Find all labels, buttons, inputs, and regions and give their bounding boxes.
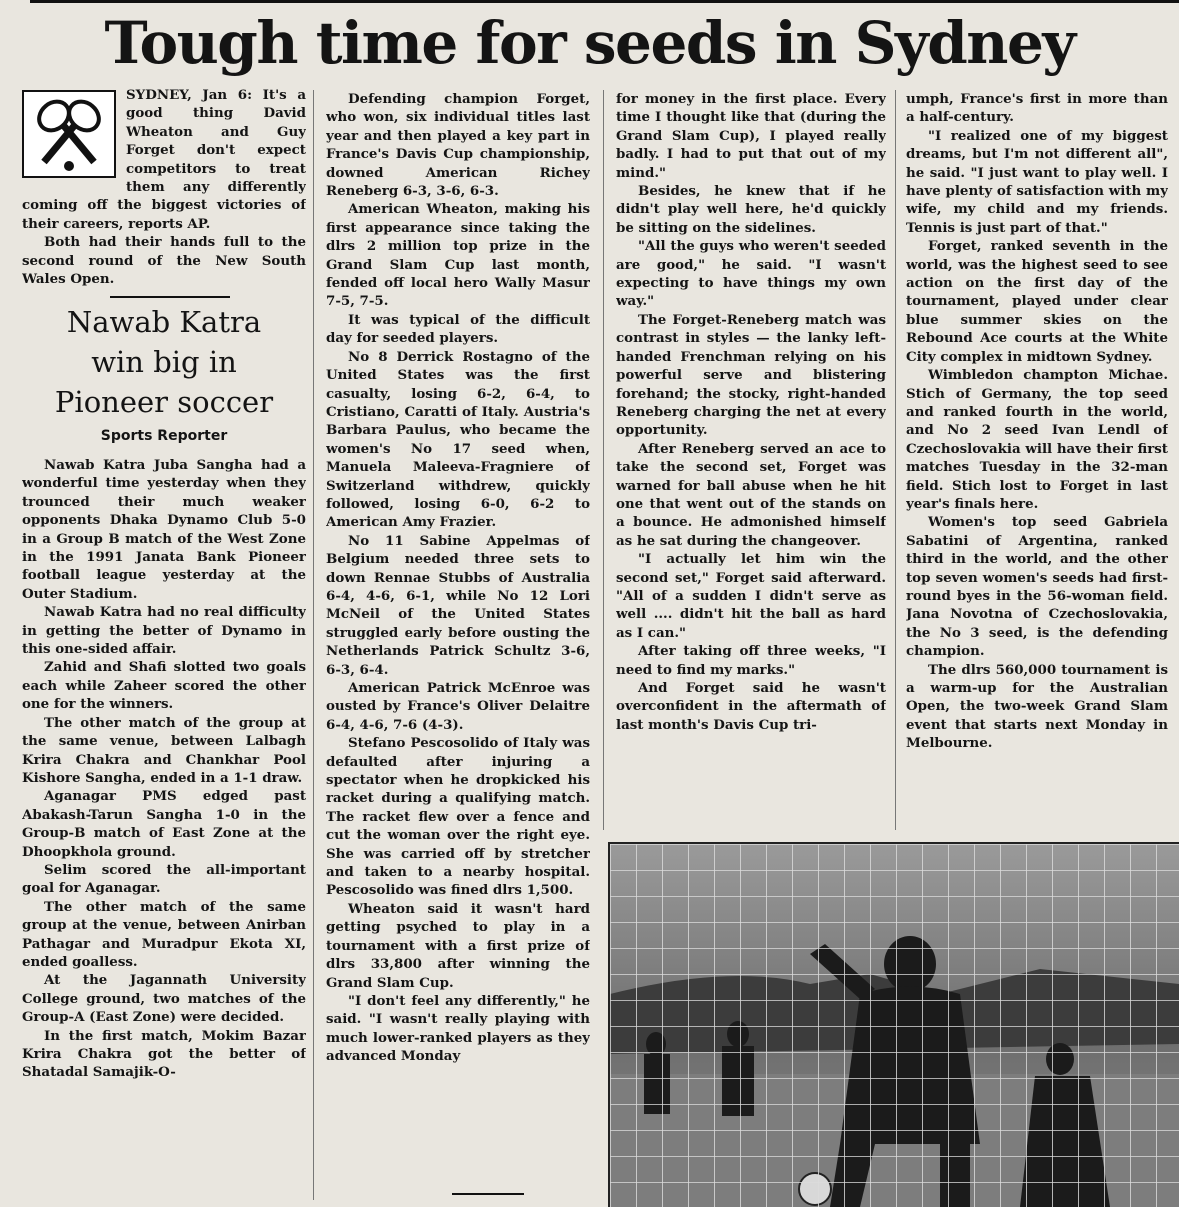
tennis-column-3 [616, 90, 886, 830]
story-paragraph: American Wheaton, making his first appearance since taking the dlrs 2 million top prize in the Grand Slam Cup last month, fended off local hero Wally Masur 7-5, 7-5. [326, 201, 590, 310]
soccer-story [22, 456, 306, 1200]
soccer-headline-line: Nawab Katra [66, 305, 262, 339]
story-paragraph: "I realized one of my biggest dreams, but I'm not different all", he said. "I just want to play well. I have plenty of satisfaction with my wife, my child and my friends. Tennis is just part of that." [906, 127, 1168, 236]
story-paragraph: Selim scored the all-important goal for Aganagar. [22, 861, 306, 897]
story-paragraph: for money in the first place. Every time I thought like that (during the Grand Slam Cup), I played really badly. I had to put that out of my mind." [616, 91, 886, 181]
column-rule [895, 90, 896, 830]
story-paragraph: American Patrick McEnroe was ousted by France's Oliver Delaitre 6-4, 4-6, 7-6 (4-3). [326, 680, 590, 733]
story-paragraph: Wheaton said it wasn't hard getting psyched to play in a tournament with a first prize of dlrs 33,800 after winning the Grand Slam Cup. [326, 900, 590, 991]
tennis-lede-text: SYDNEY, Jan 6: It's a good thing David Wheaton and Guy Forget don't expect competitors to treat them any differently coming off the biggest victories of their careers, reports AP. [22, 87, 306, 232]
soccer-headline-line: Pioneer soccer [54, 385, 274, 419]
tennis-column-4 [906, 90, 1168, 830]
story-paragraph: "All the guys who weren't seeded are good," he said. "I wasn't expecting to have things my own way." [616, 238, 886, 310]
story-paragraph: At the Jagannath University College ground, two matches of the Group-A (East Zone) were decided. [22, 972, 306, 1026]
story-paragraph: After taking off three weeks, "I need to find my marks." [616, 643, 886, 678]
story-paragraph: Forget, ranked seventh in the world, was the highest seed to see action on the first day of the tournament, played under clear blue summer skies on the Rebound Ace courts at the White City complex in midtown Sydney. [906, 238, 1168, 365]
column-rule [313, 90, 314, 1200]
story-paragraph: No 11 Sabine Appelmas of Belgium needed three sets to down Rennae Stubbs of Australia 6-4, 4-6, 6-1, while No 12 Lori McNeil of the United States struggled early before ousting the Netherlands Patrick Schultz 3-6, 6-3, 6-4. [326, 532, 590, 678]
story-paragraph: Nawab Katra Juba Sangha had a wonderful time yesterday when they trounced their much weaker opponents Dhaka Dynamo Club 5-0 in a Group B match of the West Zone in the 1991 Janata Bank Pioneer football league yesterday at the Outer Stadium. [22, 457, 306, 602]
story-paragraph: Defending champion Forget, who won, six individual titles last year and then played a key part in France's Davis Cup championship, downed American Richey Reneberg 6-3, 3-6, 6-3. [326, 91, 590, 200]
story-paragraph: After Reneberg served an ace to take the second set, Forget was warned for ball abuse when he hit one that went out of the stands on a bounce. He admonished himself as he sat during the changeover. [616, 440, 886, 549]
tennis-lede [22, 86, 306, 292]
story-paragraph: Besides, he knew that if he didn't play well here, he'd quickly be sitting on the sidelines. [616, 183, 886, 236]
tennis-lede-continued: Both had their hands full to the second round of the New South Wales Open. [22, 234, 306, 288]
story-paragraph: The other match of the group at the same venue, between Lalbagh Krira Chakra and Chankhar Pool Kishore Sangha, ended in a 1-1 draw. [22, 714, 306, 786]
section-divider [110, 296, 230, 298]
soccer-headline [22, 302, 306, 422]
tennis-column-2 [326, 90, 590, 1200]
story-paragraph: No 8 Derrick Rostagno of the United States was the first casualty, losing 6-2, 6-4, to Cristiano, Caratti of Italy. Austria's Barbara Paulus, who became the women's No 17 seed when, Manuela Maleeva-Fragniere of Switzerland withdrew, quickly followed, losing 6-0, 6-2 to American Amy Frazier. [326, 348, 590, 531]
story-paragraph: Stefano Pescosolido of Italy was defaulted after injuring a spectator when he dropkicked his racket during a qualifying match. The racket flew over a fence and cut the woman over the right eye. She was carried off by stretcher and taken to a nearby hospital. Pescosolido was fined dlrs 1,500. [326, 735, 590, 899]
story-paragraph: Nawab Katra had no real difficulty in getting the better of Dynamo in this one-sided affair. [22, 604, 306, 658]
story-paragraph: It was typical of the difficult day for seeded players. [326, 311, 590, 347]
story-paragraph: The dlrs 560,000 tournament is a warm-up for the Australian Open, the two-week Grand Slam event that starts next Monday in Melbourne. [906, 661, 1168, 752]
soccer-goalmouth-photo [608, 842, 1179, 1207]
story-paragraph: The Forget-Reneberg match was contrast in styles — the lanky left-handed Frenchman relying on his powerful serve and blistering forehand; the stocky, right-handed Reneberg charging the net at every opportunity. [616, 311, 886, 439]
column-rule [603, 90, 604, 830]
story-paragraph: Zahid and Shafi slotted two goals each while Zaheer scored the other one for the winners. [22, 659, 306, 713]
story-paragraph: "I actually let him win the second set," Forget said afterward. "All of a sudden I didn't serve as well .... didn't hit the ball as hard as I can." [616, 551, 886, 641]
story-paragraph: umph, France's first in more than a half-century. [906, 91, 1168, 126]
story-paragraph: In the first match, Mokim Bazar Krira Chakra got the better of Shatadal Samajik-O- [22, 1027, 306, 1081]
soccer-headline-line: win big in [91, 345, 237, 379]
crossed-tennis-rackets-icon [22, 90, 116, 178]
story-paragraph: Wimbledon champton Michae. Stich of Germany, the top seed and ranked fourth in the world, and No 2 seed Ivan Lendl of Czechoslovakia will have their first matches Tuesday in the 32-man field. Stich lost to Forget in last year's finals here. [906, 367, 1168, 512]
top-rule [30, 0, 1179, 3]
soccer-byline: Sports Reporter [100, 428, 228, 444]
story-paragraph: Aganagar PMS edged past Abakash-Tarun Sangha 1-0 in the Group-B match of East Zone at the Dhoopkhola ground. [22, 788, 306, 860]
end-mark [452, 1193, 524, 1195]
story-paragraph: The other match of the same group at the venue, between Anirban Pathagar and Muradpur Ekota XI, ended goalless. [22, 898, 306, 970]
story-paragraph: And Forget said he wasn't overconfident in the aftermath of last month's Davis Cup tri- [616, 680, 886, 733]
story-paragraph: Women's top seed Gabriela Sabatini of Argentina, ranked third in the world, and the other top seven women's seeds had first-round byes in the 56-woman field. Jana Novotna of Czechoslovakia, the No 3 seed, is the defending champion. [906, 514, 1168, 660]
headline: Tough time for seeds in Sydney [104, 9, 1075, 77]
story-paragraph: "I don't feel any differently," he said. "I wasn't really playing with much lower-ranked players as they advanced Monday [326, 992, 590, 1065]
